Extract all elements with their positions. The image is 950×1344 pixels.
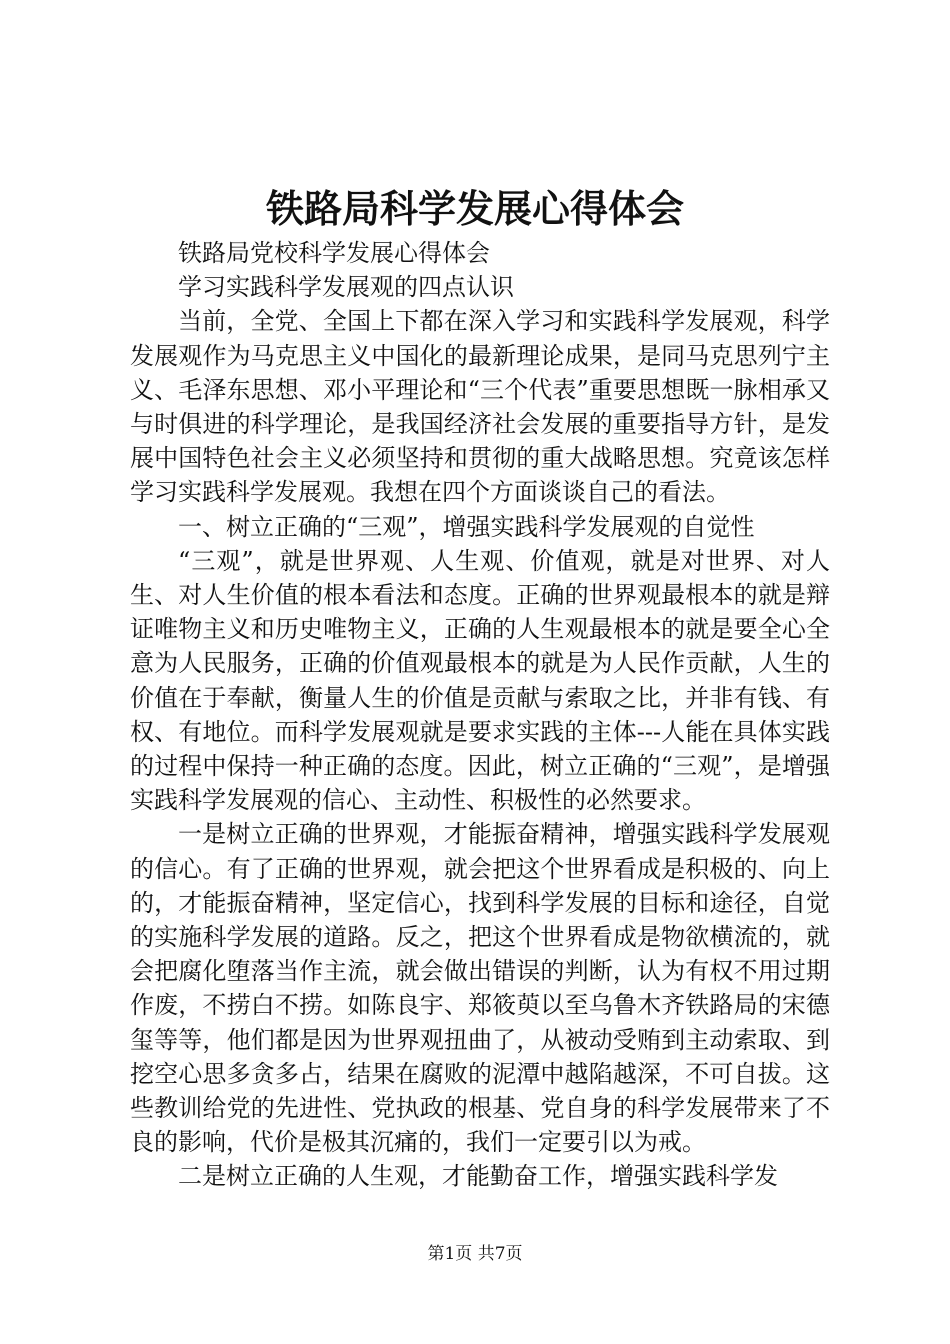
document-body xyxy=(130,236,830,1194)
paragraph: 学习实践科学发展观的四点认识 xyxy=(178,273,514,302)
paragraph: 铁路局党校科学发展心得体会 xyxy=(178,239,490,267)
document-title: 铁路局科学发展心得体会 xyxy=(265,186,684,231)
paragraph: 一、树立正确的“三观”，增强实践科学发展观的自觉性 xyxy=(178,512,755,541)
paragraph: “三观”，就是世界观、人生观、价值观，就是对世界、对人生、对人生价值的根本看法和态度。正确的世界观最根本的就是辩证唯物主义和历史唯物主义，正确的人生观最根本的就是要全心全意为人民服务，正确的价值观最根本的就是为人民作贡献，人生的价值在于奉献，衡量人生的价值是贡献与索取之比，并非有钱、有权、有地位。而科学发展观就是要求实践的主体---人能在具体实践的过程中保持一种正确的态度。因此，树立正确的“三观”，是增强实践科学发展观的信心、主动性、积极性的必然要求。 xyxy=(130,546,830,815)
paragraph: 二是树立正确的人生观，才能勤奋工作，增强实践科学发 xyxy=(178,1162,778,1191)
page-footer: 第1页 共7页 xyxy=(427,1244,523,1264)
paragraph: 当前，全党、全国上下都在深入学习和实践科学发展观，科学发展观作为马克思主义中国化的最新理论成果，是同马克思列宁主义、毛泽东思想、邓小平理论和“三个代表”重要思想既一脉相承又与时俱进的科学理论，是我国经济社会发展的重要指导方针，是发展中国特色社会主义必须坚持和贯彻的重大战略思想。究竟该怎样学习实践科学发展观。我想在四个方面谈谈自己的看法。 xyxy=(130,307,830,507)
paragraph: 一是树立正确的世界观，才能振奋精神，增强实践科学发展观的信心。有了正确的世界观，就会把这个世界看成是积极的、向上的，才能振奋精神，坚定信心，找到科学发展的目标和途径，自觉的实施科学发展的道路。反之，把这个世界看成是物欲横流的，就会把腐化堕落当作主流，就会做出错误的判断，认为有权不用过期作废，不捞白不捞。如陈良宇、郑筱萸以至乌鲁木齐铁路局的宋德玺等等，他们都是因为世界观扭曲了，从被动受贿到主动索取、到挖空心思多贪多占，结果在腐败的泥潭中越陷越深，不可自拔。这些教训给党的先进性、党执政的根基、党自身的科学发展带来了不良的影响，代价是极其沉痛的，我们一定要引以为戒。 xyxy=(130,820,830,1157)
